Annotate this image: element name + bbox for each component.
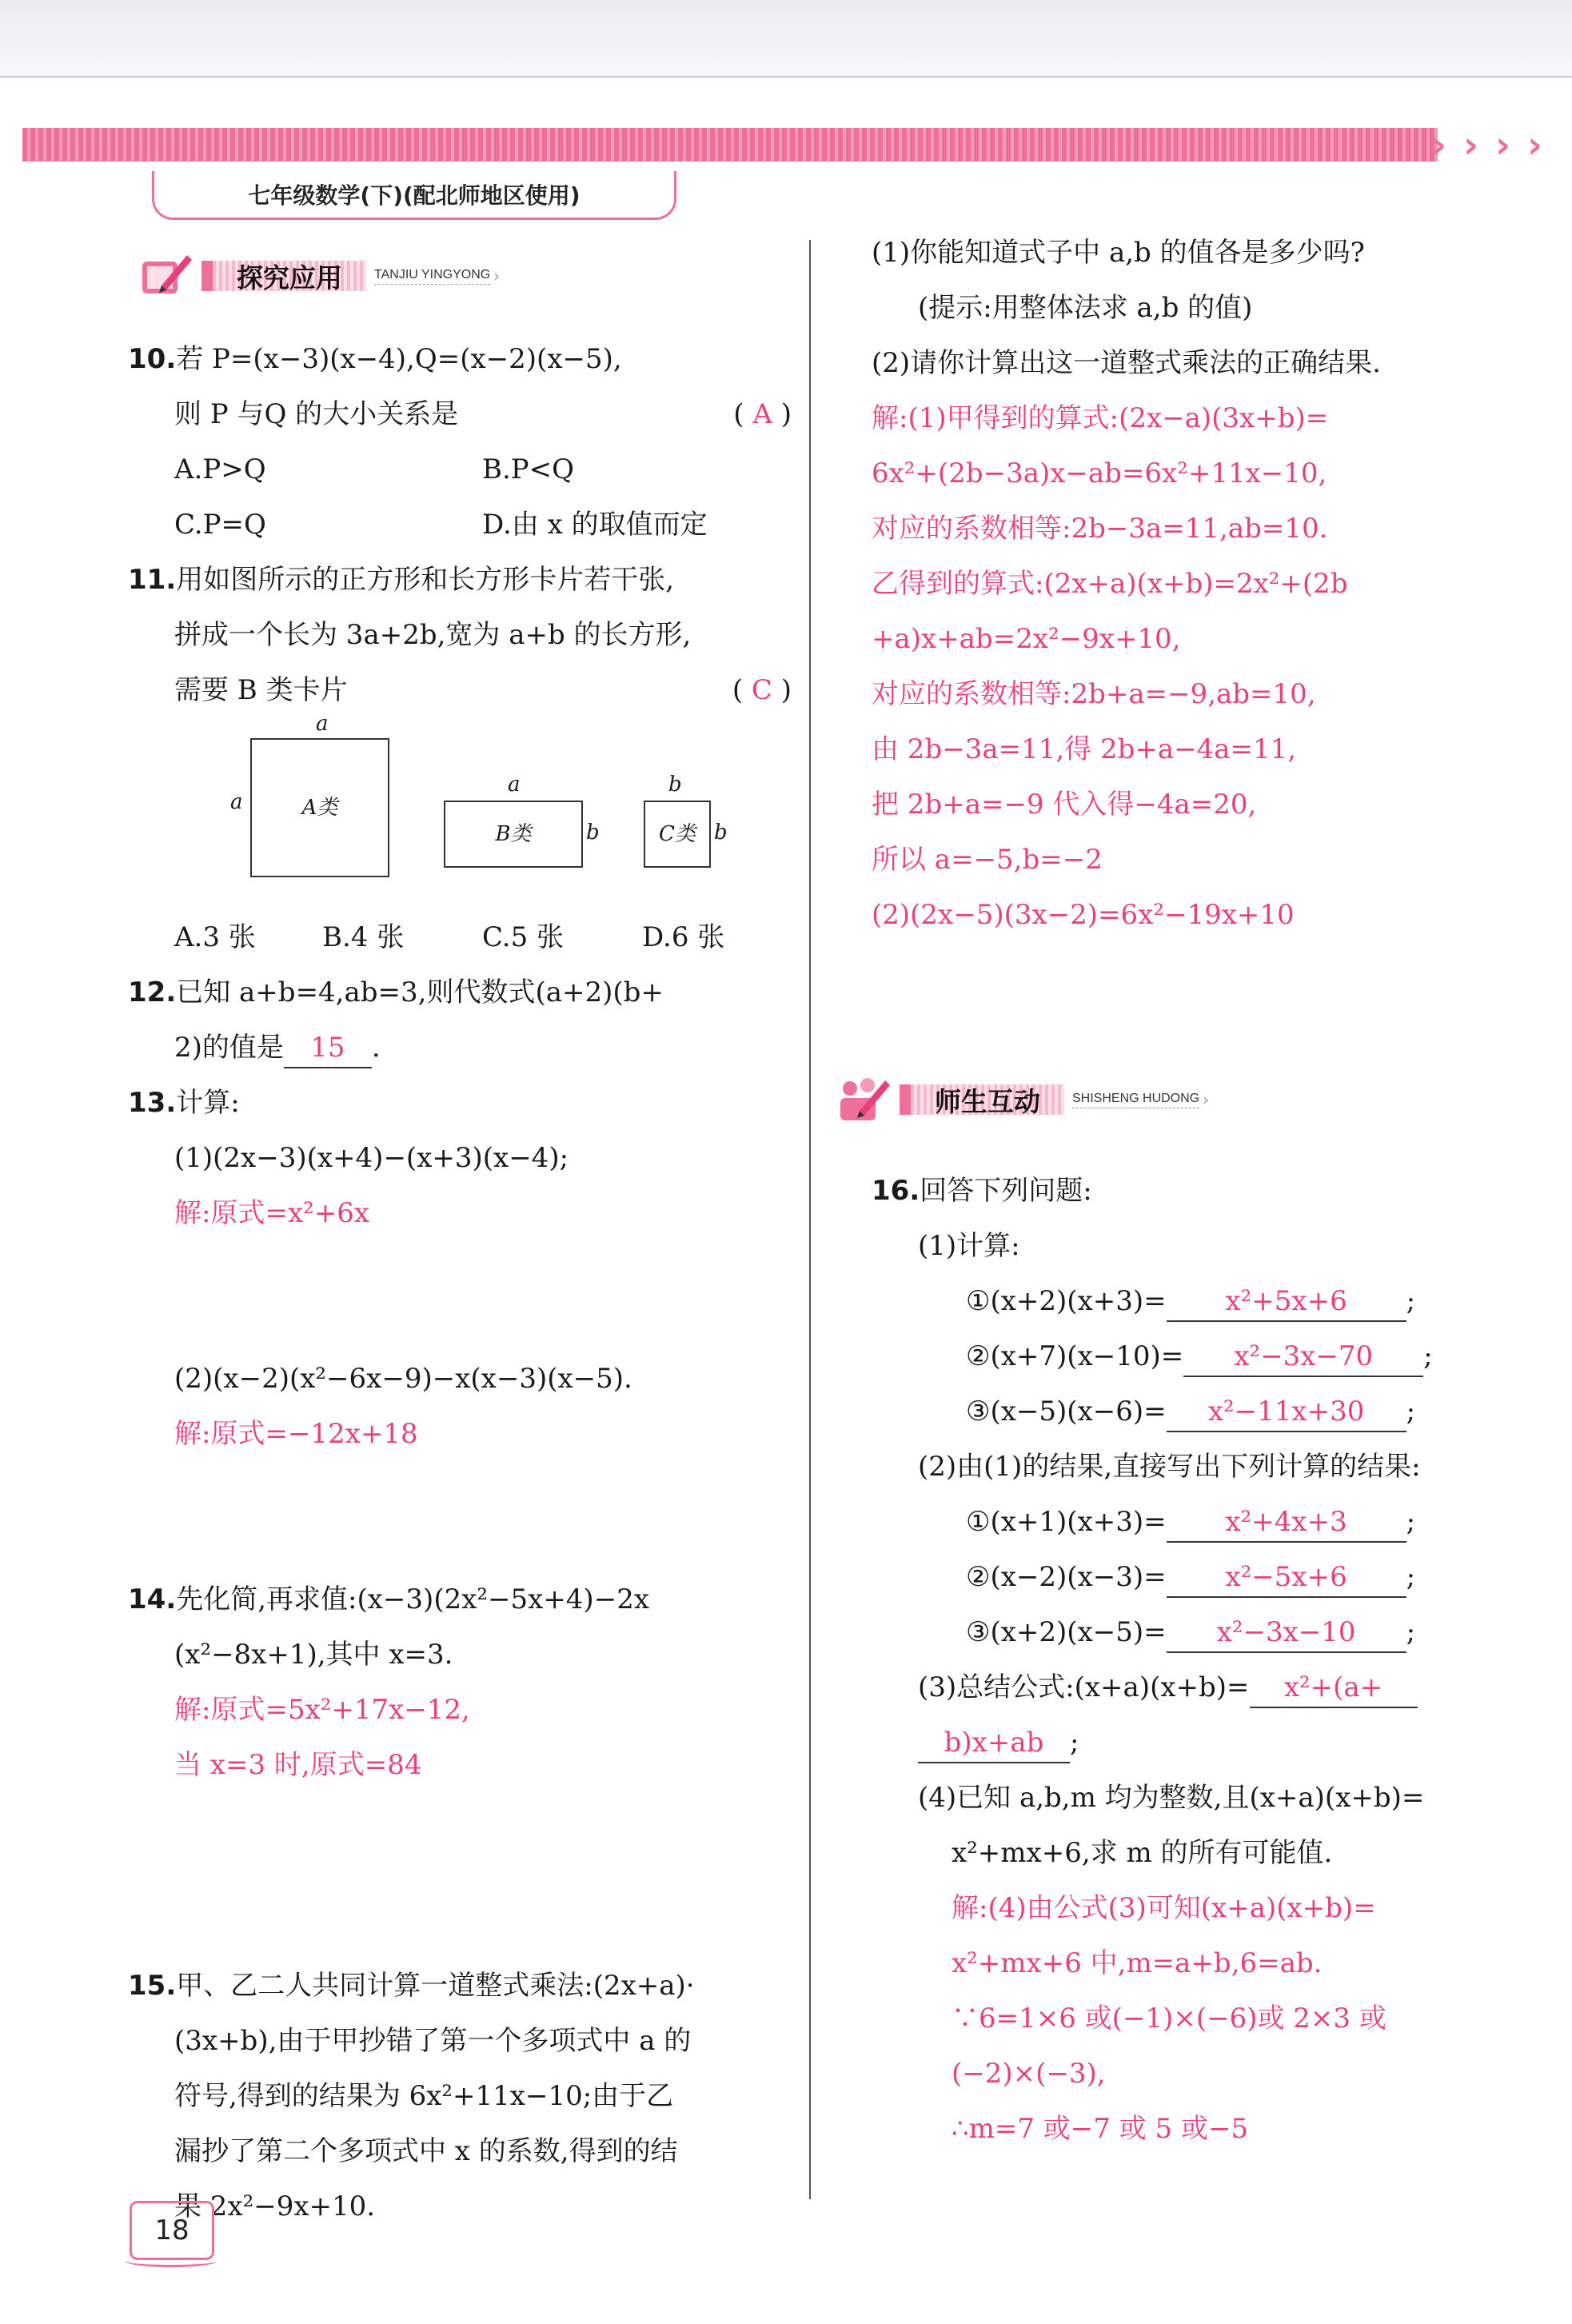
section-header-explore bbox=[138, 244, 500, 308]
card-a-side-label: a bbox=[230, 790, 243, 814]
pencil-hand-icon bbox=[138, 247, 195, 305]
q15-solution-line: 乙得到的算式:(2x+a)(x+b)=2x²+(2b bbox=[872, 568, 1348, 600]
q16-part4-line1: (4)已知 a,b,m 均为整数,且(x+a)(x+b)= bbox=[918, 1782, 1425, 1814]
q11-line3: 需要 B 类卡片 ( C ) bbox=[174, 674, 792, 706]
q15-line4: 漏抄了第二个多项式中 x 的系数,得到的结 bbox=[174, 2135, 678, 2167]
q16-part4-line2: x²+mx+6,求 m 的所有可能值. bbox=[952, 1837, 1333, 1869]
left-column bbox=[128, 332, 792, 2234]
q14-answer2: 当 x=3 时,原式=84 bbox=[174, 1749, 422, 1781]
q16-part2-item: ②(x−2)(x−3)= x²−5x+6 ; bbox=[872, 1550, 1527, 1605]
q15-solution-line: 由 2b−3a=11,得 2b+a−4a=11, bbox=[872, 733, 1297, 765]
q16-solution-line: x²+mx+6 中,m=a+b,6=ab. bbox=[952, 1947, 1323, 1979]
q16-solution-line: (−2)×(−3), bbox=[952, 2058, 1106, 2090]
page-number: 18 bbox=[154, 2214, 190, 2246]
q10-options-row1: A.P>Q B.P<Q bbox=[174, 453, 575, 485]
chevron-right-icon: › bbox=[1463, 123, 1478, 166]
q14-line2: (x²−8x+1),其中 x=3. bbox=[174, 1639, 453, 1671]
chevron-right-icon: › bbox=[1527, 123, 1542, 166]
section-header-interact bbox=[836, 1068, 1209, 1132]
chevron-right-icon: › bbox=[1431, 123, 1446, 166]
q16-part2: (2)由(1)的结果,直接写出下列计算的结果: bbox=[918, 1451, 1421, 1483]
q15-solution-line: 对应的系数相等:2b−3a=11,ab=10. bbox=[872, 513, 1328, 545]
q11-card-figure bbox=[128, 712, 792, 910]
q16-part1-item: ③(x−5)(x−6)= x²−11x+30 ; bbox=[872, 1384, 1527, 1440]
q15-line3: 符号,得到的结果为 6x²+11x−10;由于乙 bbox=[174, 2080, 674, 2112]
q15-line5: 果 2x²−9x+10. bbox=[174, 2190, 376, 2222]
arrow-right-icon: › bbox=[1203, 1090, 1210, 1109]
q16-solution-line: 解:(4)由公式(3)可知(x+a)(x+b)= bbox=[952, 1892, 1376, 1924]
q16-part3: (3)总结公式:(x+a)(x+b)= x²+(a+ bbox=[872, 1660, 1527, 1715]
q15-solution-line: 6x²+(2b−3a)x−ab=6x²+11x−10, bbox=[872, 457, 1327, 489]
q15-solution-line: 对应的系数相等:2b+a=−9,ab=10, bbox=[872, 678, 1316, 710]
q15-solution-line: 把 2b+a=−9 代入得−4a=20, bbox=[872, 789, 1257, 821]
book-icon bbox=[126, 2255, 217, 2267]
q16-part1: (1)计算: bbox=[918, 1230, 1020, 1262]
q13-part1-answer: 解:原式=x²+6x bbox=[174, 1197, 370, 1229]
q15-solution-line: +a)x+ab=2x²−9x+10, bbox=[872, 623, 1181, 655]
q11-line2: 拼成一个长为 3a+2b,宽为 a+b 的长方形, bbox=[174, 619, 692, 651]
card-b-top-label: a bbox=[508, 773, 521, 797]
q11-answer: C bbox=[751, 674, 772, 706]
q10-line2: 则 P 与Q 的大小关系是 ( A ) bbox=[174, 398, 792, 430]
book-title: 七年级数学(下)(配北师地区使用) bbox=[152, 171, 676, 220]
q10-options-row2: C.P=Q D.由 x 的取值而定 bbox=[174, 509, 708, 541]
q12-line1: 12.已知 a+b=4,ab=3,则代数式(a+2)(b+ bbox=[128, 976, 664, 1008]
section-title: 师生互动 bbox=[900, 1084, 1064, 1115]
q16-title: 16.回答下列问题: bbox=[872, 1175, 1092, 1207]
card-c-top-label: b bbox=[668, 773, 682, 797]
q15-part2: (2)请你计算出这一道整式乘法的正确结果. bbox=[872, 347, 1381, 379]
right-column bbox=[872, 226, 1527, 2157]
q16-part2-item: ③(x+2)(x−5)= x²−3x−10 ; bbox=[872, 1605, 1527, 1660]
header-pink-bar bbox=[22, 128, 1438, 162]
chevron-right-icon: › bbox=[1495, 123, 1510, 166]
q16-part3-cont: b)x+ab ; bbox=[872, 1715, 1527, 1771]
q15-solution-line: 解:(1)甲得到的算式:(2x−a)(3x+b)= bbox=[872, 402, 1329, 434]
q10-answer: A bbox=[752, 398, 772, 430]
card-b-side-label: b bbox=[586, 821, 600, 845]
q10-line1: 10.若 P=(x−3)(x−4),Q=(x−2)(x−5), bbox=[128, 343, 622, 375]
page-number-badge bbox=[130, 2201, 214, 2260]
card-c-square: C类 bbox=[644, 801, 711, 868]
section-pinyin: SHISHENG HUDONG bbox=[1072, 1092, 1199, 1108]
scan-top-band bbox=[0, 0, 1572, 78]
arrow-right-icon: › bbox=[493, 266, 501, 286]
q13-part2: (2)(x−2)(x²−6x−9)−x(x−3)(x−5). bbox=[174, 1363, 632, 1395]
q15-line2: (3x+b),由于甲抄错了第一个多项式中 a 的 bbox=[174, 2025, 692, 2057]
q12-line2: 2)的值是 15 . bbox=[128, 1020, 792, 1076]
pencil-hand-icon bbox=[836, 1071, 893, 1128]
q15-solution-line: (2)(2x−5)(3x−2)=6x²−19x+10 bbox=[872, 899, 1295, 931]
q16-part1-item: ①(x+2)(x+3)= x²+5x+6 ; bbox=[872, 1274, 1527, 1329]
q15-hint: (提示:用整体法求 a,b 的值) bbox=[918, 292, 1253, 324]
q11-line1: 11.用如图所示的正方形和长方形卡片若干张, bbox=[128, 564, 675, 596]
q15-line1: 15.甲、乙二人共同计算一道整式乘法:(2x+a)· bbox=[128, 1970, 695, 2002]
card-a-square: A类 bbox=[250, 738, 389, 877]
card-c-side-label: b bbox=[714, 821, 728, 845]
column-divider bbox=[809, 240, 811, 2199]
card-a-top-label: a bbox=[316, 712, 329, 736]
card-b-rect: B类 bbox=[444, 801, 583, 868]
q14-answer1: 解:原式=5x²+17x−12, bbox=[174, 1694, 470, 1726]
q15-part1: (1)你能知道式子中 a,b 的值各是多少吗? bbox=[872, 237, 1365, 269]
q16-part1-item: ②(x+7)(x−10)= x²−3x−70 ; bbox=[872, 1329, 1527, 1384]
q13-title: 13.计算: bbox=[128, 1087, 240, 1119]
q13-part1: (1)(2x−3)(x+4)−(x+3)(x−4); bbox=[174, 1142, 569, 1174]
section-title: 探究应用 bbox=[201, 261, 366, 291]
q16-solution-line: ∴m=7 或−7 或 5 或−5 bbox=[952, 2113, 1249, 2145]
q11-options: A.3 张 B.4 张 C.5 张 D.6 张 bbox=[174, 921, 725, 953]
q14-line1: 14.先化简,再求值:(x−3)(2x²−5x+4)−2x bbox=[128, 1583, 649, 1615]
q13-part2-answer: 解:原式=−12x+18 bbox=[174, 1418, 418, 1450]
q12-answer-blank: 15 bbox=[284, 1028, 372, 1068]
q15-solution-line: 所以 a=−5,b=−2 bbox=[872, 844, 1103, 876]
q16-solution-line: ∵6=1×6 或(−1)×(−6)或 2×3 或 bbox=[952, 2003, 1386, 2034]
q16-part2-item: ①(x+1)(x+3)= x²+4x+3 ; bbox=[872, 1495, 1527, 1550]
section-pinyin: TANJIU YINGYONG bbox=[374, 268, 490, 285]
